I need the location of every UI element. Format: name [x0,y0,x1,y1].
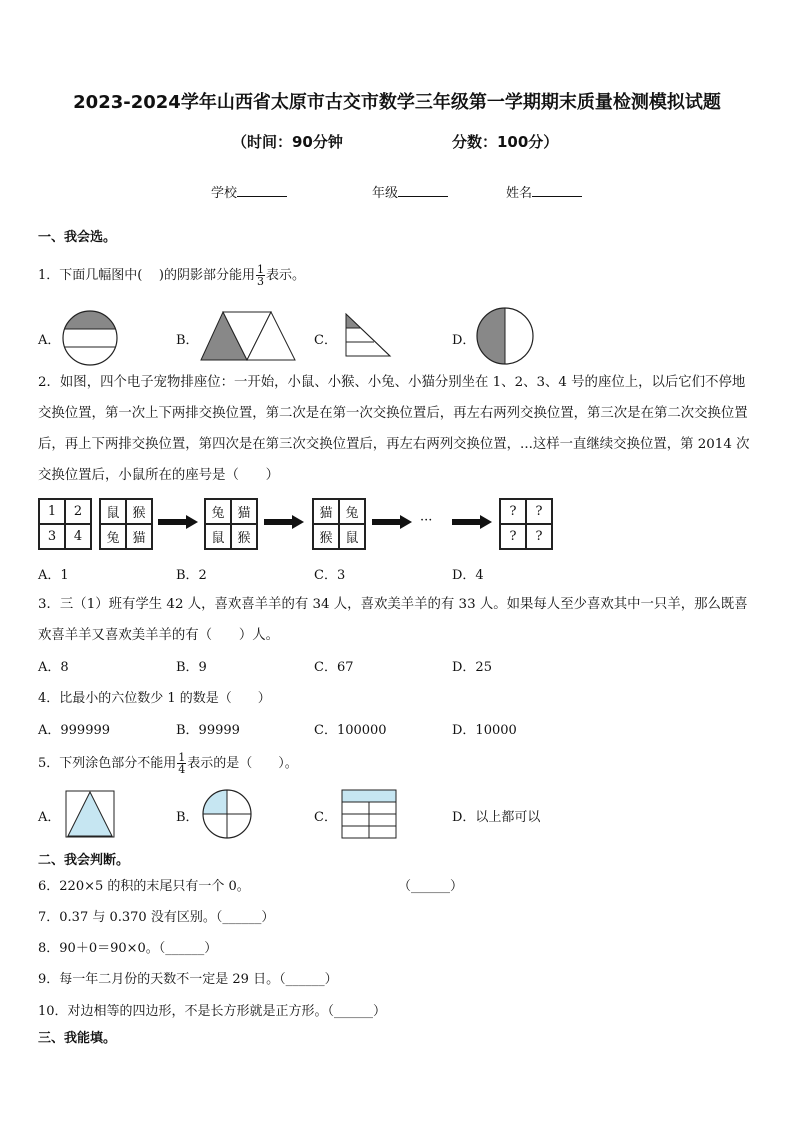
q3-option-d[interactable]: D．25 [452,660,492,675]
total-score: 分数：100分） [452,133,559,151]
seat-grid-after-2: 猫 兔 猴 鼠 [312,498,366,550]
q3-option-c[interactable]: C．67 [314,660,354,675]
arrow-right-icon [264,515,304,529]
q1-figure-a-circle [62,310,118,366]
question-4: 4．比最小的六位数少 1 的数是（ ） [38,691,271,706]
q1-figure-d-half-circle [476,307,534,365]
q2-option-b[interactable]: B．2 [176,568,207,583]
name-label: 姓名 [506,186,533,201]
q2-option-a[interactable]: A．1 [38,568,69,583]
question-10: 10．对边相等的四边形，不是长方形就是正方形。（______） [38,1004,387,1019]
name-field[interactable] [506,182,582,201]
q5-figure-c-grid [341,789,397,839]
question-3: 3．三（1）班有学生 42 人，喜欢喜羊羊的有 34 人，喜欢美羊羊的有 33 人。如果每人至少喜欢其中一只羊，那么既喜欢喜羊羊又喜欢美羊羊的有（ ）人。 [38,597,748,643]
question-2: 2．如图，四个电子宠物排座位：一开始，小鼠、小猴、小兔、小猫分别坐在 1、2、3、4 号的座位上，以后它们不停地交换位置，第一次上下两排交换位置，第二次是在第一次交换位置后，再左右两列交换位置，第三次是在第二次交换位置后，再上下两排交换位置，第四次是在第三次交换位置后，再左右两列交换位置，...这样一直继续交换位置，第 2014 次交换位置后，小鼠所在的座号是（ ） [38,375,750,483]
arrow-right-icon [452,515,492,529]
q4-option-d[interactable]: D．10000 [452,723,517,738]
page-title: 2023-2024学年山西省太原市古交市数学三年级第一学期期末质量检测模拟试题 [73,92,721,113]
q7-answer-blank[interactable]: （______） [215,910,275,925]
grade-field[interactable] [372,182,448,201]
q1-option-d[interactable]: D． [452,333,476,348]
question-7: 7．0.37 与 0.370 没有区别。（______） [38,910,275,925]
ellipsis: ··· [420,513,433,528]
q1-figure-b-triangles [199,310,297,362]
section-heading-judge: 二、我会判断。 [38,853,130,868]
school-field[interactable] [211,182,287,201]
q1-option-b[interactable]: B． [176,333,199,348]
q3-option-a[interactable]: A．8 [38,660,69,675]
school-label: 学校 [211,186,238,201]
q3-option-b[interactable]: B．9 [176,660,207,675]
seat-grid-after-1: 兔 猫 鼠 猴 [204,498,258,550]
arrow-right-icon [372,515,412,529]
question-1: 1．下面几幅图中( )的阴影部分能用 $\frac{1}{3}$ 表示。 [38,263,305,288]
seat-grid-initial: 鼠 猴 兔 猫 [99,498,153,550]
q5-option-b[interactable]: B． [176,810,199,825]
time-limit: （时间：90分钟 [232,133,343,151]
q5-option-c[interactable]: C． [314,810,337,825]
q1-figure-c-staircase-triangle [344,312,392,358]
q10-answer-blank[interactable]: （______） [327,1004,387,1019]
question-9: 9．每一年二月份的天数不一定是 29 日。（______） [38,972,338,987]
seat-grid-numbers: 1 2 3 4 [38,498,92,550]
q8-answer-blank[interactable]: （______） [158,941,218,956]
q1-option-c[interactable]: C． [314,333,337,348]
q1-option-a[interactable]: A． [38,333,61,348]
q5-option-a[interactable]: A． [38,810,61,825]
q6-answer-blank[interactable]: （______） [398,879,464,894]
q9-answer-blank[interactable]: （______） [279,972,338,987]
q4-option-c[interactable]: C．100000 [314,723,387,738]
section-heading-fill: 三、我能填。 [38,1031,117,1046]
q2-option-c[interactable]: C．3 [314,568,346,583]
q4-option-a[interactable]: A．999999 [38,723,111,738]
section-heading-choice: 一、我会选。 [38,230,117,245]
q2-option-d[interactable]: D．4 [452,568,484,583]
question-5: 5．下列涂色部分不能用 $\frac{1}{4}$ 表示的是（ ）。 [38,751,298,776]
arrow-right-icon [158,515,198,529]
grade-label: 年级 [372,186,399,201]
seat-grid-unknown: ? ? ? ? [499,498,553,550]
q5-figure-a-square-triangle [65,790,115,838]
q5-figure-b-quarter-circle [202,789,252,839]
question-8: 8．90＋0＝90×0。（______） [38,941,218,956]
q5-option-d[interactable]: D．以上都可以 [452,810,541,825]
q4-option-b[interactable]: B．99999 [176,723,240,738]
question-6: 6．220×5 的积的末尾只有一个 0。 [38,879,250,894]
